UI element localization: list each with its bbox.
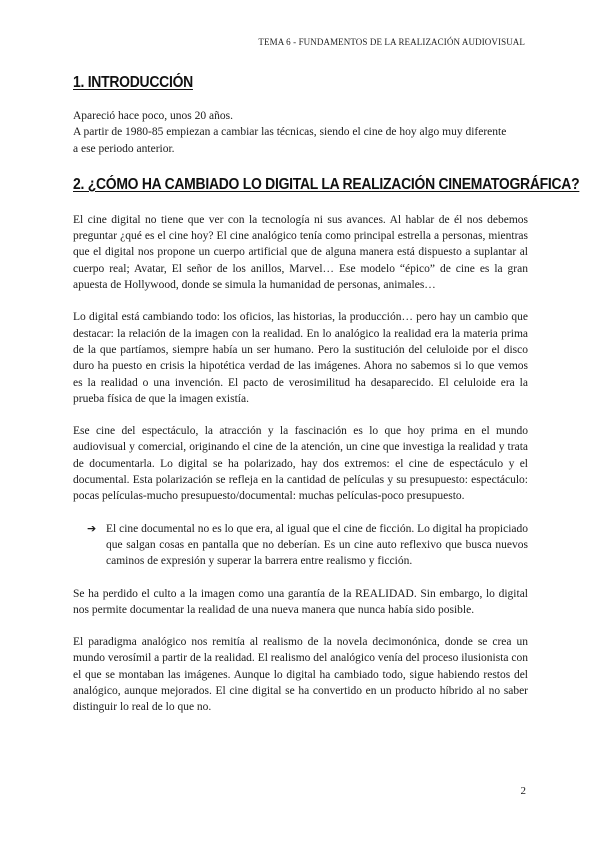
page-content — [73, 74, 580, 732]
section-heading-digital: 2. ¿CÓMO HA CAMBIADO LO DIGITAL LA REALIZACIÓN CINEMATOGRÁFICA? — [73, 175, 580, 193]
intro-line: a ese periodo anterior. — [73, 142, 175, 155]
paragraph: Ese cine del espectáculo, la atracción y la fascinación es lo que hoy prima en el mundo audiovisual y comercial, originando el cine de la atención, un cine que investiga la realidad y trata de documentarla. Lo digital se ha polarizado, hay dos extremos: el cine de espectáculo y el documental. Esta polarización se refleja en la cantidad de películas y su presupuesto: espectáculo: pocas películas-mucho presupuesto/documental: muchas películas-poco presupuesto. — [73, 425, 528, 503]
intro-line: A partir de 1980-85 empiezan a cambiar las técnicas, siendo el cine de hoy algo muy diferente — [73, 126, 507, 139]
paragraph: Se ha perdido el culto a la imagen como una garantía de la REALIDAD. Sin embargo, lo digital nos permite documentar la realidad de una nueva manera que nunca había sido posible. — [73, 587, 528, 616]
intro-line: Apareció hace poco, unos 20 años. — [73, 110, 233, 122]
arrow-bullet-icon: ➔ — [87, 521, 97, 535]
bullet-item — [87, 521, 528, 570]
bullet-text: El cine documental no es lo que era, al igual que el cine de ficción. Lo digital ha propiciado que salgan cosas en pantalla que no deberían. Es un cine auto reflexivo que busca nuevos caminos de expresión y superar la barrera entre realismo y ficción. — [106, 522, 528, 568]
intro-block — [73, 108, 528, 157]
section-heading-introduction: 1. INTRODUCCIÓN — [73, 74, 193, 91]
running-header: TEMA 6 - FUNDAMENTOS DE LA REALIZACIÓN AUDIOVISUAL — [258, 37, 525, 47]
paragraph: El paradigma analógico nos remitía al realismo de la novela decimonónica, donde se crea un mundo verosímil a partir de la realidad. El realismo del analógico venía del proceso ilusionista con el que se montaban las imágenes. Aunque lo digital ha cambiado todo, sigue habiendo restos del analógico, aunque mejorados. El cine digital se ha convertido en un producto híbrido al no saber distinguir lo real de lo que no. — [73, 636, 528, 714]
paragraph: Lo digital está cambiando todo: los oficios, las historias, la producción… pero hay un cambio que destacar: la relación de la imagen con la realidad. En lo analógico la realidad era la materia prima de la que partíamos, siempre había un ser humano. Pero la sustitución del celuloide por el disco duro ha puesto en crisis la hipotética verdad de las imágenes. Ahora no sabemos si lo que vemos es la realidad o una invención. El pacto de verosimilitud ha desaparecido. El celuloide era la prueba física de que la imagen existía. — [73, 311, 528, 405]
paragraph: El cine digital no tiene que ver con la tecnología ni sus avances. Al hablar de él nos debemos preguntar ¿qué es el cine hoy? El cine analógico tenía como principal estrella a personas, mientras que el digital nos propone un cuerpo artificial que de alguna manera está dispuesto a suplantar al cuerpo real; Avatar, El señor de los anillos, Marvel… Ese modelo “épico” de cine es la gran apuesta de Hollywood, donde se simula la humanidad de personas, animales… — [73, 213, 528, 292]
page-number: 2 — [520, 785, 526, 797]
